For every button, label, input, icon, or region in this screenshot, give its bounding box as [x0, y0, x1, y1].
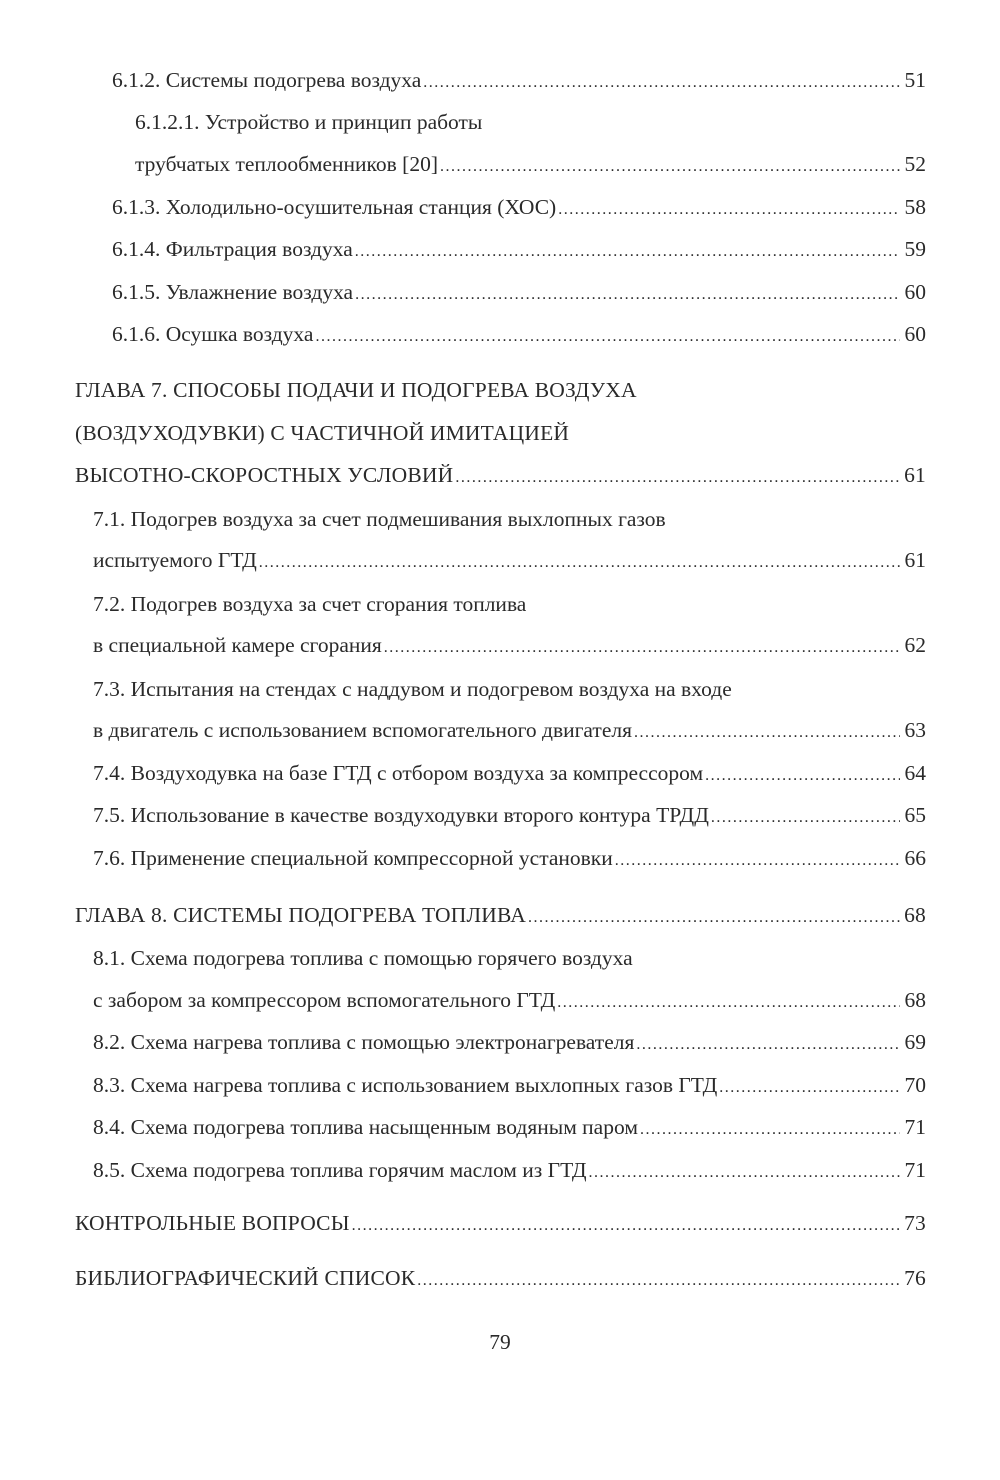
toc-chapter-7 [75, 461, 926, 489]
chapter-heading: ГЛАВА 8. СИСТЕМЫ ПОДОГРЕВА ТОПЛИВА [75, 903, 526, 927]
leader-dots [634, 719, 900, 747]
toc-entry-label: 6.1.5. Увлажнение воздуха [112, 280, 354, 304]
toc-entry-label: 8.4. Схема подогрева топлива насыщенным водяным паром [93, 1115, 638, 1139]
toc-entry-label: 6.1.3. Холодильно-осушительная станция (ХОС) [112, 195, 557, 219]
toc-entry-page: 71 [904, 1158, 926, 1182]
toc-entry-7-2-line1 [93, 590, 926, 618]
toc-entry-7-2 [93, 631, 926, 659]
leader-dots [440, 153, 900, 181]
toc-entry-label: 6.1.6. Осушка воздуха [112, 322, 314, 346]
toc-entry-7-4 [93, 759, 926, 787]
toc-entry-page: 60 [904, 322, 926, 346]
toc-chapter-7-line2 [75, 419, 926, 447]
toc-questions [75, 1209, 926, 1237]
chapter-heading: БИБЛИОГРАФИЧЕСКИЙ СПИСОК [75, 1266, 416, 1290]
toc-entry-page: 65 [904, 803, 926, 827]
page-number: 79 [489, 1330, 511, 1354]
toc-entry-page: 51 [904, 68, 926, 92]
toc-entry-7-5 [93, 801, 926, 829]
toc-entry-label: 7.4. Воздуходувка на базе ГТД с отбором воздуха за компрессором [93, 761, 704, 785]
toc-entry-label: 8.2. Схема нагрева топлива с помощью электронагревателя [93, 1030, 635, 1054]
toc-entry-8-4 [93, 1113, 926, 1141]
toc-chapter-7-line1 [75, 376, 926, 404]
toc-entry-page: 61 [904, 548, 926, 572]
toc-entry-8-1 [93, 986, 926, 1014]
chapter-heading: ВЫСОТНО-СКОРОСТНЫХ УСЛОВИЙ [75, 463, 454, 487]
chapter-heading: ГЛАВА 7. СПОСОБЫ ПОДАЧИ И ПОДОГРЕВА ВОЗДУХА [75, 378, 637, 402]
leader-dots [615, 847, 900, 875]
toc-entry-label: испытуемого ГТД [93, 548, 257, 572]
leader-dots [259, 549, 900, 577]
leader-dots [719, 1074, 900, 1102]
toc-entry-8-3 [93, 1071, 926, 1099]
toc-entry-label: 6.1.2.1. Устройство и принцип работы [135, 110, 483, 134]
toc-entry-6-1-3 [112, 193, 926, 221]
toc-entry-page: 70 [904, 1073, 926, 1097]
toc-entry-page: 62 [904, 633, 926, 657]
toc-entry-6-1-6 [112, 320, 926, 348]
toc-entry-label: 7.5. Использование в качестве воздуходувки второго контура ТРДД [93, 803, 709, 827]
leader-dots [711, 804, 900, 832]
toc-entry-7-3 [93, 716, 926, 744]
leader-dots [315, 323, 900, 351]
leader-dots [355, 281, 900, 309]
toc-entry-label: 8.1. Схема подогрева топлива с помощью горячего воздуха [93, 946, 633, 970]
toc-entry-label: с забором за компрессором вспомогательного ГТД [93, 988, 556, 1012]
toc-entry-label: 7.1. Подогрев воздуха за счет подмешивания выхлопных газов [93, 507, 666, 531]
toc-entry-label: 7.2. Подогрев воздуха за счет сгорания топлива [93, 592, 527, 616]
toc-entry-label: 7.6. Применение специальной компрессорной установки [93, 846, 613, 870]
chapter-heading: (ВОЗДУХОДУВКИ) С ЧАСТИЧНОЙ ИМИТАЦИЕЙ [75, 421, 570, 445]
toc-entry-7-6 [93, 844, 926, 872]
leader-dots [423, 69, 900, 97]
leader-dots [355, 238, 900, 266]
toc-entry-8-5 [93, 1156, 926, 1184]
toc-entry-6-1-5 [112, 278, 926, 306]
leader-dots [528, 904, 900, 932]
leader-dots [705, 762, 900, 790]
toc-entry-7-1 [93, 546, 926, 574]
toc-entry-label: 8.5. Схема подогрева топлива горячим маслом из ГТД [93, 1158, 587, 1182]
toc-entry-page: 52 [904, 152, 926, 176]
toc-entry-label: 6.1.4. Фильтрация воздуха [112, 237, 353, 261]
toc-entry-page: 66 [904, 846, 926, 870]
toc-entry-page: 60 [904, 280, 926, 304]
toc-entry-8-1-line1 [93, 944, 926, 972]
leader-dots [589, 1159, 900, 1187]
leader-dots [558, 196, 900, 224]
toc-entry-6-1-2-1-line1 [135, 108, 926, 136]
leader-dots [636, 1031, 900, 1059]
toc-entry-page: 59 [904, 237, 926, 261]
toc-bibliography [75, 1264, 926, 1292]
toc-entry-page: 58 [904, 195, 926, 219]
toc-entry-7-1-line1 [93, 505, 926, 533]
toc-entry-page: 76 [904, 1266, 926, 1290]
leader-dots [640, 1116, 900, 1144]
toc-entry-6-1-2-1 [135, 150, 926, 178]
toc-entry-6-1-2 [112, 66, 926, 94]
toc-entry-page: 63 [904, 718, 926, 742]
toc-entry-label: 8.3. Схема нагрева топлива с использованием выхлопных газов ГТД [93, 1073, 718, 1097]
toc-entry-page: 73 [904, 1211, 926, 1235]
toc-entry-label: в двигатель с использованием вспомогательного двигателя [93, 718, 632, 742]
toc-entry-label: в специальной камере сгорания [93, 633, 382, 657]
toc-entry-7-3-line1 [93, 675, 926, 703]
toc-entry-label: 6.1.2. Системы подогрева воздуха [112, 68, 422, 92]
toc-entry-page: 69 [904, 1030, 926, 1054]
toc-chapter-8 [75, 901, 926, 929]
toc-entry-page: 64 [904, 761, 926, 785]
toc-entry-label: трубчатых теплообменников [20] [135, 152, 438, 176]
toc-entry-6-1-4 [112, 235, 926, 263]
leader-dots [455, 464, 900, 492]
chapter-heading: КОНТРОЛЬНЫЕ ВОПРОСЫ [75, 1211, 350, 1235]
leader-dots [352, 1212, 900, 1240]
toc-entry-page: 68 [904, 988, 926, 1012]
toc-entry-label: 7.3. Испытания на стендах с наддувом и подогревом воздуха на входе [93, 677, 732, 701]
toc-entry-page: 71 [904, 1115, 926, 1139]
toc-entry-page: 68 [904, 903, 926, 927]
toc-entry-page: 61 [904, 463, 926, 487]
leader-dots [417, 1267, 900, 1295]
toc-entry-8-2 [93, 1028, 926, 1056]
leader-dots [384, 634, 900, 662]
leader-dots [557, 989, 900, 1017]
